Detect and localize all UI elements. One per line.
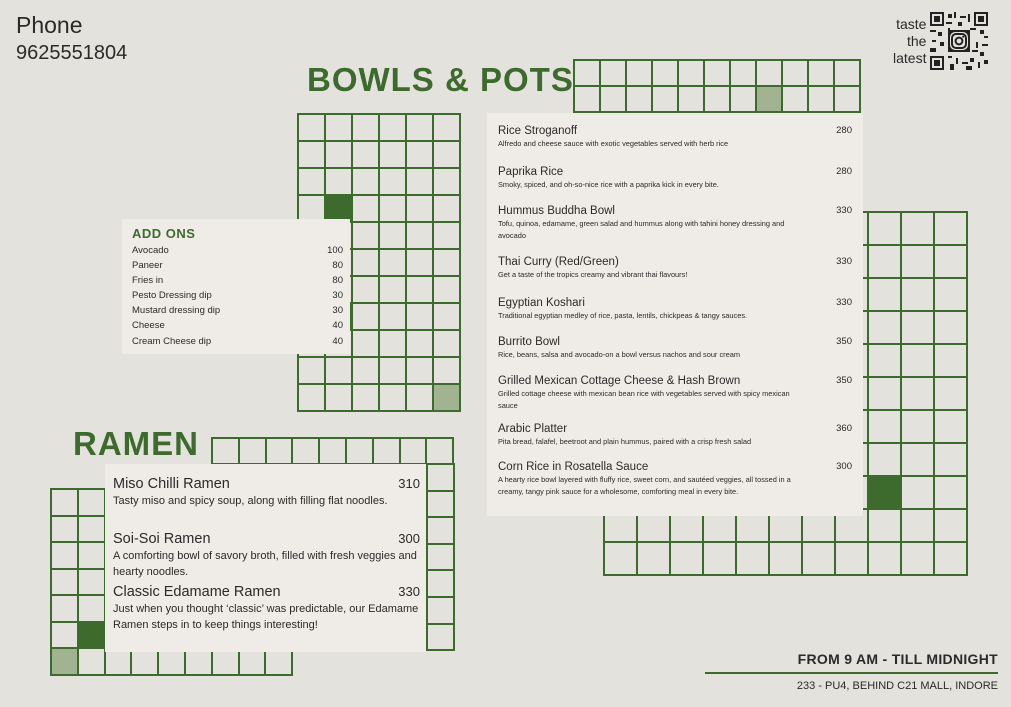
menu-item-name: Corn Rice in Rosatella Sauce <box>498 461 649 473</box>
grid-cell <box>380 196 407 223</box>
grid-cell <box>380 115 407 142</box>
grid-cell <box>869 510 902 543</box>
addon-name: Avocado <box>132 245 169 256</box>
grid-cell <box>407 385 434 412</box>
grid-cell <box>407 169 434 196</box>
grid-cell <box>935 444 968 477</box>
grid-cell <box>299 142 326 169</box>
grid-cell <box>353 223 380 250</box>
grid-cell <box>52 490 79 517</box>
grid-cell <box>407 331 434 358</box>
grid-cell <box>731 87 757 113</box>
grid-cell <box>293 439 320 465</box>
menu-item-description: Pita bread, falafel, beetroot and plain hummus, paired with a crisp fresh salad <box>498 437 752 446</box>
menu-item-name: Thai Curry (Red/Green) <box>498 256 619 268</box>
grid-cell <box>353 385 380 412</box>
grid-cell <box>374 439 401 465</box>
phone-block <box>16 12 127 65</box>
grid-cell <box>326 142 353 169</box>
grid-cell <box>380 142 407 169</box>
grid-cell <box>428 465 455 492</box>
grid-cell <box>704 543 737 576</box>
grid-cell <box>627 87 653 113</box>
footer-divider <box>705 672 998 674</box>
grid-cell <box>326 115 353 142</box>
addons-list <box>132 243 343 349</box>
grid-cell <box>353 331 380 358</box>
grid-ramen-right <box>426 463 455 651</box>
menu-item-name: Hummus Buddha Bowl <box>498 205 615 217</box>
grid-cell <box>380 331 407 358</box>
grid-cell <box>783 61 809 87</box>
grid-cell <box>627 61 653 87</box>
grid-cell <box>869 411 902 444</box>
grid-cell <box>935 345 968 378</box>
grid-cell <box>79 649 106 676</box>
grid-cell <box>705 61 731 87</box>
grid-cell <box>428 545 455 572</box>
grid-cell <box>79 543 106 570</box>
grid-cell <box>902 477 935 510</box>
grid-cell <box>902 378 935 411</box>
menu-item <box>498 423 852 448</box>
grid-cell <box>434 331 461 358</box>
grid-cell <box>52 570 79 597</box>
grid-cell <box>401 439 428 465</box>
grid-cell <box>434 169 461 196</box>
grid-cell <box>353 277 380 304</box>
grid-cell <box>575 61 601 87</box>
menu-item <box>498 205 852 242</box>
opening-hours: FROM 9 AM - TILL MIDNIGHT <box>797 651 998 667</box>
menu-item <box>498 375 852 412</box>
menu-item-price: 280 <box>836 166 852 177</box>
menu-item-price: 330 <box>836 205 852 216</box>
grid-cell <box>52 649 79 676</box>
grid-cell <box>757 87 783 113</box>
grid-cell <box>407 250 434 277</box>
menu-item-description: Alfredo and cheese sauce with exotic vegetables served with herb rice <box>498 139 729 148</box>
grid-cell <box>407 358 434 385</box>
menu-item-name: Arabic Platter <box>498 423 568 435</box>
grid-cell <box>326 169 353 196</box>
grid-cell <box>869 378 902 411</box>
grid-cell <box>52 623 79 650</box>
menu-item-price: 300 <box>836 461 852 472</box>
grid-cell <box>935 312 968 345</box>
phone-number[interactable]: 9625551804 <box>16 42 128 64</box>
ramen-item-price: 300 <box>398 531 420 546</box>
grid-cell <box>935 279 968 312</box>
addon-price: 100 <box>327 245 343 256</box>
grid-cell <box>835 87 861 113</box>
qr-code-icon[interactable] <box>930 12 988 70</box>
addon-price: 30 <box>332 305 343 317</box>
ramen-card <box>105 464 426 652</box>
grid-cell <box>407 277 434 304</box>
grid-cell <box>266 649 293 676</box>
menu-item-name: Rice Stroganoff <box>498 125 578 137</box>
menu-item-price: 360 <box>836 423 852 434</box>
ramen-item-description: Tasty miso and spicy soup, along with filling flat noodles. <box>113 495 388 507</box>
grid-cell <box>653 87 679 113</box>
menu-item-description: Rice, beans, salsa and avocado-on a bowl versus nachos and sour cream <box>498 350 740 359</box>
grid-cell <box>299 385 326 412</box>
grid-cell <box>380 223 407 250</box>
grid-cell <box>434 304 461 331</box>
menu-item-price: 350 <box>836 375 852 386</box>
menu-item-price: 330 <box>836 256 852 267</box>
grid-cell <box>79 570 106 597</box>
addon-item <box>132 334 343 349</box>
grid-cell <box>653 61 679 87</box>
grid-cell <box>835 61 861 87</box>
addon-price: 40 <box>332 320 343 332</box>
grid-cell <box>380 358 407 385</box>
grid-cell <box>213 439 240 465</box>
grid-cell <box>705 87 731 113</box>
grid-cell <box>434 277 461 304</box>
ramen-item <box>113 584 420 633</box>
grid-cell <box>869 246 902 279</box>
grid-cell <box>299 358 326 385</box>
grid-cell <box>605 543 638 576</box>
grid-cell <box>380 169 407 196</box>
grid-cell <box>353 304 380 331</box>
addon-price: 40 <box>332 335 343 347</box>
bowls-heading: BOWLS & POTS <box>307 61 574 98</box>
menu-item-description: Get a taste of the tropics creamy and vibrant thai flavours! <box>498 270 688 279</box>
menu-item <box>498 297 852 322</box>
grid-cell <box>434 196 461 223</box>
grid-cell <box>575 87 601 113</box>
menu-item-price: 280 <box>836 125 852 136</box>
ramen-item-price: 330 <box>398 584 420 599</box>
menu-item-name: Egyptian Koshari <box>498 297 585 309</box>
address: 233 - PU4, BEHIND C21 MALL, INDORE <box>796 680 998 692</box>
grid-cell <box>407 223 434 250</box>
ramen-item-description: Just when you thought ‘classic’ was predictable, our Edamame Ramen steps in to keep things interesting! <box>113 603 419 631</box>
grid-cell <box>380 304 407 331</box>
grid-cell <box>679 87 705 113</box>
grid-cell <box>407 142 434 169</box>
menu-item <box>498 336 852 361</box>
addon-item <box>132 288 343 303</box>
grid-cell <box>434 142 461 169</box>
grid-cell <box>434 385 461 412</box>
addon-price: 30 <box>332 290 343 302</box>
grid-ramen-top <box>211 437 454 465</box>
phone-label: Phone <box>16 12 83 38</box>
menu-item-name: Paprika Rice <box>498 166 564 178</box>
grid-cell <box>902 213 935 246</box>
grid-cell <box>434 115 461 142</box>
grid-cell <box>353 169 380 196</box>
grid-cell <box>353 142 380 169</box>
grid-cell <box>935 477 968 510</box>
grid-cell <box>427 439 454 465</box>
grid-cell <box>836 543 869 576</box>
grid-cell <box>935 213 968 246</box>
bowls-card <box>487 113 863 516</box>
grid-cell <box>380 385 407 412</box>
grid-cell <box>809 87 835 113</box>
grid-cell <box>902 510 935 543</box>
grid-cell <box>326 358 353 385</box>
grid-cell <box>902 411 935 444</box>
grid-cell <box>428 625 455 652</box>
grid-top-right <box>573 59 861 113</box>
ramen-item-name: Miso Chilli Ramen <box>113 476 230 492</box>
addon-price: 80 <box>332 260 343 272</box>
grid-cell <box>353 196 380 223</box>
grid-cell <box>380 250 407 277</box>
menu-item-description: Tofu, quinoa, edamame, green salad and hummus along with tahini honey dressing and avocado <box>498 219 785 240</box>
grid-cell <box>353 250 380 277</box>
grid-cell <box>428 571 455 598</box>
menu-item <box>498 125 852 150</box>
grid-cell <box>869 543 902 576</box>
addon-item <box>132 258 343 273</box>
ramen-item-price: 310 <box>398 476 420 491</box>
grid-cell <box>52 543 79 570</box>
addon-name: Cheese <box>132 320 165 332</box>
addons-card <box>122 219 350 354</box>
grid-cell <box>731 61 757 87</box>
grid-cell <box>428 492 455 519</box>
grid-cell <box>869 444 902 477</box>
ramen-item-description: A comforting bowl of savory broth, filled with fresh veggies and hearty noodles. <box>113 550 417 578</box>
addon-name: Paneer <box>132 260 163 272</box>
addon-item <box>132 243 343 258</box>
qr-block[interactable] <box>893 12 988 70</box>
grid-cell <box>935 411 968 444</box>
grid-cell <box>407 304 434 331</box>
grid-cell <box>213 649 240 676</box>
grid-cell <box>79 490 106 517</box>
grid-cell <box>869 477 902 510</box>
grid-cell <box>770 543 803 576</box>
menu-item <box>498 461 852 498</box>
grid-cell <box>902 543 935 576</box>
grid-cell <box>52 517 79 544</box>
menu-item-name: Burrito Bowl <box>498 336 560 348</box>
grid-cell <box>407 115 434 142</box>
addon-name: Mustard dressing dip <box>132 305 221 317</box>
ramen-item-name: Soi-Soi Ramen <box>113 531 211 547</box>
menu-item-description: Grilled cottage cheese with mexican bean rice with vegetables served with spicy mexican sauce <box>498 389 790 410</box>
grid-cell <box>347 439 374 465</box>
addon-name: Pesto Dressing dip <box>132 290 212 302</box>
ramen-item <box>113 476 420 510</box>
addon-item <box>132 273 343 288</box>
grid-cell <box>757 61 783 87</box>
grid-cell <box>106 649 133 676</box>
grid-cell <box>132 649 159 676</box>
grid-cell <box>353 358 380 385</box>
grid-cell <box>935 510 968 543</box>
grid-cell <box>428 518 455 545</box>
grid-cell <box>407 196 434 223</box>
ramen-heading: RAMEN <box>73 425 199 462</box>
grid-cell <box>601 61 627 87</box>
grid-cell <box>902 246 935 279</box>
grid-cell <box>428 598 455 625</box>
menu-item-description: Traditional egyptian medley of rice, pasta, lentils, chickpeas & tangy sauces. <box>498 311 748 320</box>
grid-cell <box>809 61 835 87</box>
menu-item <box>498 166 852 191</box>
ramen-item <box>113 531 420 580</box>
grid-cell <box>869 279 902 312</box>
grid-cell <box>79 517 106 544</box>
grid-cell <box>869 345 902 378</box>
addon-price: 80 <box>332 275 343 287</box>
grid-cell <box>299 115 326 142</box>
grid-cell <box>79 623 106 650</box>
menu-item-price: 330 <box>836 297 852 308</box>
addon-name: Fries in <box>132 275 164 287</box>
addon-item <box>132 318 343 333</box>
grid-cell <box>240 649 267 676</box>
grid-cell <box>737 543 770 576</box>
ramen-item-name: Classic Edamame Ramen <box>113 584 281 600</box>
grid-cell <box>79 596 106 623</box>
addon-name: Cream Cheese dip <box>132 335 212 347</box>
grid-cell <box>434 223 461 250</box>
grid-cell <box>783 87 809 113</box>
grid-cell <box>803 543 836 576</box>
grid-cell <box>638 543 671 576</box>
grid-cell <box>380 277 407 304</box>
grid-cell <box>935 543 968 576</box>
menu-item-price: 350 <box>836 336 852 347</box>
grid-cell <box>326 385 353 412</box>
grid-cell <box>902 345 935 378</box>
grid-cell <box>679 61 705 87</box>
menu-item <box>498 256 852 281</box>
grid-cell <box>240 439 267 465</box>
grid-cell <box>159 649 186 676</box>
menu-item-name: Grilled Mexican Cottage Cheese & Hash Brown <box>498 375 741 387</box>
grid-cell <box>902 312 935 345</box>
grid-cell <box>52 596 79 623</box>
grid-cell <box>434 358 461 385</box>
grid-cell <box>869 213 902 246</box>
grid-cell <box>299 169 326 196</box>
grid-cell <box>186 649 213 676</box>
grid-cell <box>353 115 380 142</box>
grid-cell <box>935 378 968 411</box>
grid-cell <box>902 279 935 312</box>
grid-cell <box>320 439 347 465</box>
menu-item-description: Smoky, spiced, and oh-so-nice rice with a paprika kick in every bite. <box>498 180 719 189</box>
grid-cell <box>671 543 704 576</box>
grid-cell <box>434 250 461 277</box>
grid-cell <box>935 246 968 279</box>
addons-title: ADD ONS <box>132 226 196 241</box>
addon-item <box>132 303 343 318</box>
footer <box>705 651 998 692</box>
menu-item-description: A hearty rice bowl layered with fluffy rice, sweet corn, and sautéed veggies, all tossed in a creamy, tangy pink sauce for a wholesome, comforting meal in every bite. <box>498 475 791 496</box>
grid-cell <box>902 444 935 477</box>
grid-cell <box>601 87 627 113</box>
qr-caption: taste the latest <box>893 15 927 66</box>
grid-cell <box>267 439 294 465</box>
grid-cell <box>869 312 902 345</box>
